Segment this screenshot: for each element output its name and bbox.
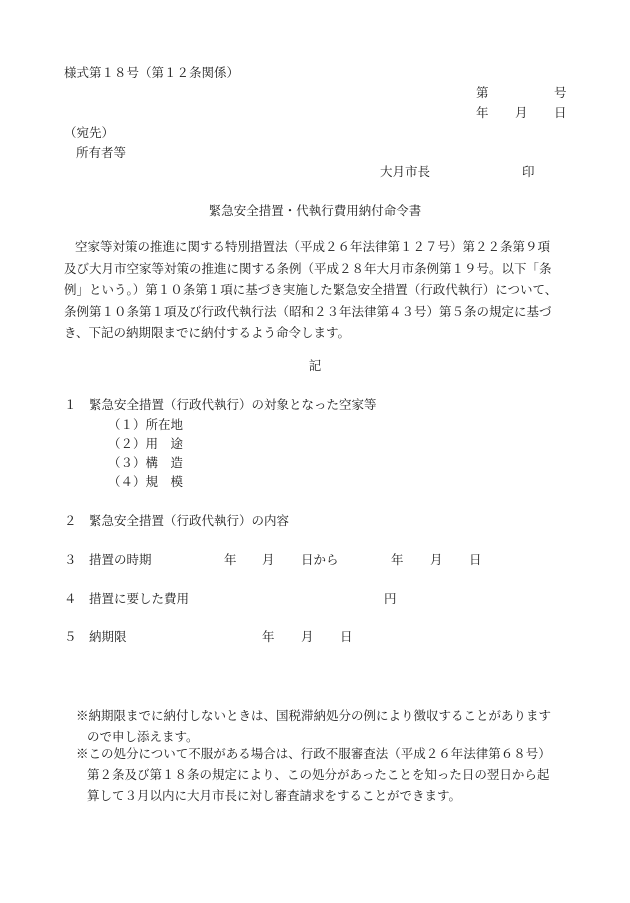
item4-unit: 円 xyxy=(384,591,397,606)
item3-end-month: 月 xyxy=(430,552,443,567)
item2-number: ２ xyxy=(64,513,77,528)
note-line: 第２条及び第１８条の規定により、この処分があったことを知った日の翌日から起 xyxy=(87,767,550,782)
item3-start-day: 日から xyxy=(301,552,339,567)
seal-mark: 印 xyxy=(522,164,535,179)
body-line: 空家等対策の推進に関する特別措置法（平成２６年法律第１２７号）第２２条第９項 xyxy=(75,239,551,254)
item1-label: 緊急安全措置（行政代執行）の対象となった空家等 xyxy=(89,397,377,412)
note-line: 算して３月以内に大月市長に対し審査請求をすることができます。 xyxy=(87,788,462,803)
date-month: 月 xyxy=(515,105,528,120)
item1-sub-location: （１）所在地 xyxy=(108,417,184,432)
item5-label: 納期限 xyxy=(89,629,127,644)
body-line: き、下記の納期限までに納付するよう命令します。 xyxy=(64,325,351,340)
form-number: 様式第１８号（第１２条関係） xyxy=(64,65,240,80)
item4-label: 措置に要した費用 xyxy=(89,591,190,606)
item1-sub-structure: （３）構 造 xyxy=(108,455,184,470)
ki-heading: 記 xyxy=(308,358,322,373)
item3-label: 措置の時期 xyxy=(89,552,152,567)
item2-label: 緊急安全措置（行政代執行）の内容 xyxy=(89,513,290,528)
doc-number-prefix: 第 xyxy=(476,85,489,100)
date-day: 日 xyxy=(554,105,567,120)
note-line: ※この処分について不服がある場合は、行政不服審査法（平成２６年法律第６８号） xyxy=(76,746,551,761)
doc-number-suffix: 号 xyxy=(554,85,567,100)
note-line: ので申し添えます。 xyxy=(87,729,199,744)
item3-start-year: 年 xyxy=(224,552,237,567)
body-line: 条例第１０条第１項及び行政代執行法（昭和２３年法律第４３号）第５条の規定に基づ xyxy=(64,303,552,319)
document-title: 緊急安全措置・代執行費用納付命令書 xyxy=(208,203,422,218)
note-line: ※納期限までに納付しないときは、国税滞納処分の例により徴収することがあります xyxy=(76,708,552,723)
item5-number: ５ xyxy=(64,629,77,644)
issuer-name: 大月市長 xyxy=(380,164,431,179)
body-paragraph xyxy=(64,236,572,344)
note-appeal xyxy=(76,743,576,806)
item3-end-day: 日 xyxy=(469,552,482,567)
item1-sub-scale: （４）規 模 xyxy=(108,474,184,489)
item5-day: 日 xyxy=(340,629,353,644)
item3-end-year: 年 xyxy=(391,552,404,567)
item1-number: １ xyxy=(64,397,77,412)
item1-sub-usage: （２）用 途 xyxy=(108,436,184,451)
item4-number: ４ xyxy=(64,591,77,606)
note-collection xyxy=(76,705,576,747)
item3-number: ３ xyxy=(64,552,77,567)
addressee-label: （宛先） xyxy=(64,125,115,140)
item3-start-month: 月 xyxy=(262,552,275,567)
item5-year: 年 xyxy=(262,629,275,644)
body-line: 及び大月市空家等対策の推進に関する条例（平成２８年大月市条例第１９号。以下「条 xyxy=(64,260,552,276)
body-line: 例」という。）第１０条第１項に基づき実施した緊急安全措置（行政代執行）について、 xyxy=(64,282,558,297)
date-year: 年 xyxy=(476,105,489,120)
addressee-name: 所有者等 xyxy=(76,145,127,160)
item5-month: 月 xyxy=(301,629,314,644)
